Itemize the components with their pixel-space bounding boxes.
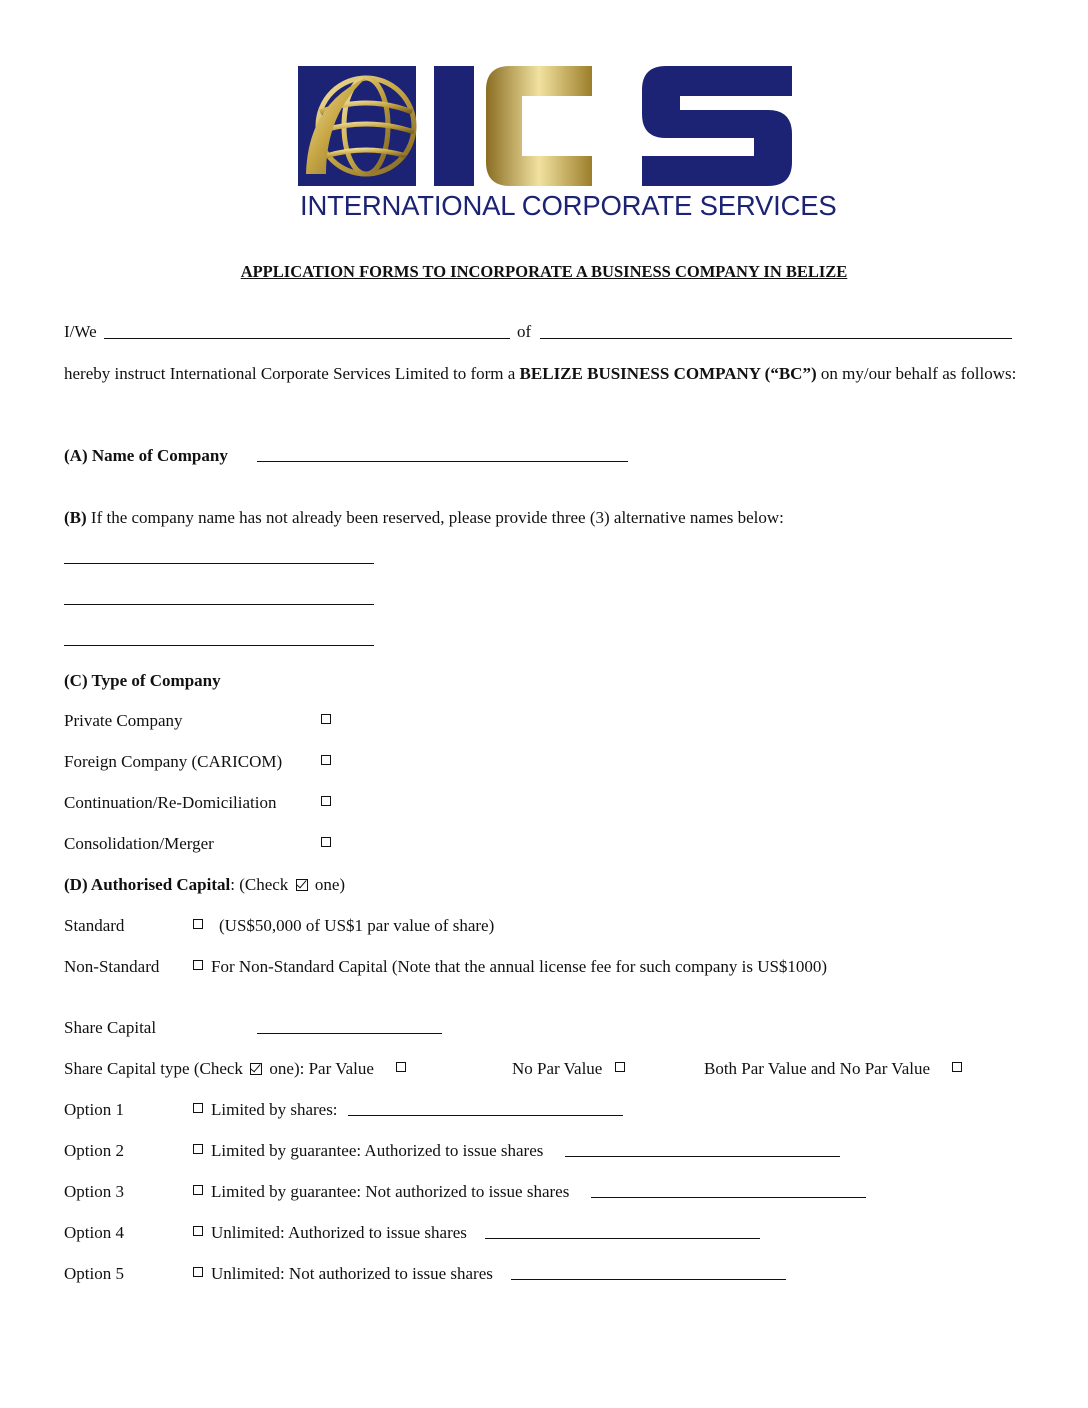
company-type-checkbox-foreign[interactable]	[321, 755, 331, 765]
logo-company-name: INTERNATIONAL CORPORATE SERVICES	[300, 190, 837, 221]
option-2-field[interactable]	[565, 1156, 840, 1157]
option-5-field[interactable]	[511, 1279, 786, 1280]
section-c-label: (C) Type of Company	[64, 671, 221, 690]
option-2-checkbox[interactable]	[193, 1144, 203, 1154]
option-4-label: Option 4	[64, 1223, 124, 1242]
iwe-label: I/We	[64, 322, 97, 341]
alternative-name-field-2[interactable]	[64, 604, 374, 605]
nonstandard-capital-text: For Non-Standard Capital (Note that the annual license fee for such company is US$1000)	[211, 957, 828, 976]
option-1-text: Limited by shares:	[211, 1100, 338, 1119]
option-1-label: Option 1	[64, 1100, 124, 1119]
checkmark-icon	[296, 879, 308, 891]
option-5-checkbox[interactable]	[193, 1267, 203, 1277]
alternative-name-field-3[interactable]	[64, 645, 374, 646]
company-type-checkbox-consolidation[interactable]	[321, 837, 331, 847]
checkmark-icon	[250, 1063, 262, 1075]
company-type-checkbox-continuation[interactable]	[321, 796, 331, 806]
option-5-label: Option 5	[64, 1264, 124, 1283]
both-par-label: Both Par Value and No Par Value	[704, 1059, 931, 1078]
company-type-label-private: Private Company	[64, 711, 183, 730]
option-3-checkbox[interactable]	[193, 1185, 203, 1195]
option-1-field[interactable]	[348, 1115, 623, 1116]
par-value-checkbox[interactable]	[396, 1062, 406, 1072]
company-type-label-consolidation: Consolidation/Merger	[64, 834, 214, 853]
option-1-checkbox[interactable]	[193, 1103, 203, 1113]
section-b-text: (B) If the company name has not already been reserved, please provide three (3) alternative names below:	[64, 508, 784, 527]
option-3-field[interactable]	[591, 1197, 866, 1198]
form-title: APPLICATION FORMS TO INCORPORATE A BUSINESS COMPANY IN BELIZE	[240, 262, 848, 281]
option-4-field[interactable]	[485, 1238, 760, 1239]
share-capital-type-label: Share Capital type (Check one): Par Value	[64, 1059, 374, 1078]
no-par-value-checkbox[interactable]	[615, 1062, 625, 1072]
no-par-value-label: No Par Value	[512, 1059, 603, 1078]
nonstandard-capital-checkbox[interactable]	[193, 960, 203, 970]
section-d-label: (D) Authorised Capital: (Check one)	[64, 875, 346, 894]
applicant-address-field[interactable]	[540, 338, 1012, 339]
option-3-text: Limited by guarantee: Not authorized to issue shares	[211, 1182, 570, 1201]
standard-label: Standard	[64, 916, 125, 935]
standard-capital-text: (US$50,000 of US$1 par value of share)	[219, 916, 495, 935]
company-name-field[interactable]	[257, 461, 628, 462]
option-2-text: Limited by guarantee: Authorized to issue shares	[211, 1141, 544, 1160]
option-4-checkbox[interactable]	[193, 1226, 203, 1236]
option-4-text: Unlimited: Authorized to issue shares	[211, 1223, 467, 1242]
alternative-name-field-1[interactable]	[64, 563, 374, 564]
of-label: of	[517, 322, 532, 341]
company-type-label-foreign: Foreign Company (CARICOM)	[64, 752, 283, 771]
nonstandard-label: Non-Standard	[64, 957, 160, 976]
instruction-paragraph: hereby instruct International Corporate Services Limited to form a BELIZE BUSINESS COMPANY (“BC”) on my/our behalf as follows:	[64, 364, 1017, 383]
option-2-label: Option 2	[64, 1141, 124, 1160]
option-3-label: Option 3	[64, 1182, 124, 1201]
option-5-text: Unlimited: Not authorized to issue shares	[211, 1264, 493, 1283]
share-capital-label: Share Capital	[64, 1018, 157, 1037]
company-type-label-continuation: Continuation/Re-Domiciliation	[64, 793, 277, 812]
both-par-checkbox[interactable]	[952, 1062, 962, 1072]
standard-capital-checkbox[interactable]	[193, 919, 203, 929]
section-a-label: (A) Name of Company	[64, 446, 228, 465]
applicant-name-field[interactable]	[104, 338, 510, 339]
share-capital-field[interactable]	[257, 1033, 442, 1034]
company-type-checkbox-private[interactable]	[321, 714, 331, 724]
